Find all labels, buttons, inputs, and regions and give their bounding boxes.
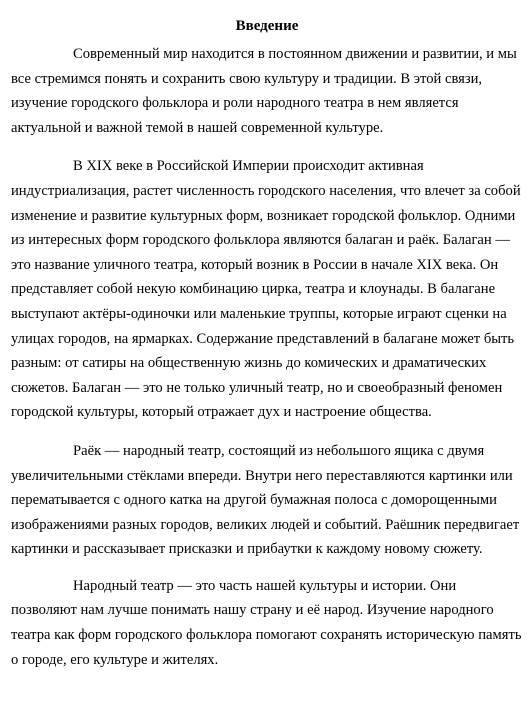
paragraph-balagan: В XIX веке в Российской Империи происходит активная индустриализация, растет численность городского населения, что влечет за собой изменение и развитие культурных форм, возникает городской фольклор. Одними из интересных форм городского фольклора являются балаган и раёк. Балаган — это название уличного театра, который возник в России в начале XIX века. Он представляет собой некую комбинацию цирка, театра и клоунады. В балагане выступают актёры-одиночки или маленькие труппы, которые играют сценки на улицах городов, на ярмарках. Содержание представлений в балагане может быть разным: от сатиры на общественную жизнь до комических и драматических сюжетов. Балаган — это не только уличный театр, но и своеобразный феномен городской культуры, который отражает дух и настроение общества. [11, 158, 521, 421]
paragraph-conclusion: Народный театр — это часть нашей культуры и истории. Они позволяют нам лучше понимать нашу страну и её народ. Изучение народного театра как форм городского фольклора помогают сохранять историческую память о городе, его культуре и жителях. [11, 577, 522, 668]
paragraph-raek: Раёк — народный театр, состоящий из небольшого ящика с двумя увеличительными стёклами впереди. Внутри него переставляются картинки или перематывается с одного катка на другой бумажная полоса с доморощенными изображениями разных городов, великих людей и событий. Раёшник передвигает картинки и рассказывает присказки и прибаутки к каждому новому сюжету. [11, 442, 520, 558]
paragraph-intro: Современный мир находится в постоянном движении и развитии, и мы все стремимся понять и сохранить свою культуру и традиции. В этой связи, изучение городского фольклора и роли народного театра в нем является актуальной и важной темой в нашей современной культуре. [11, 46, 517, 136]
document-title: Введение [235, 18, 299, 34]
